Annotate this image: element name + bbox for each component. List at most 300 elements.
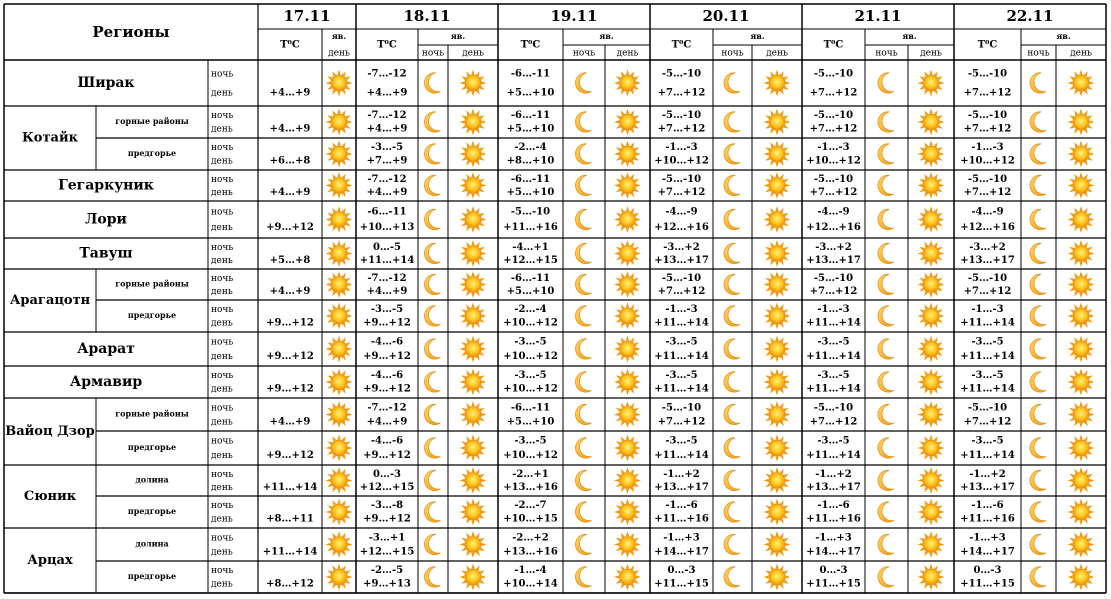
night-label: ночь <box>211 174 234 185</box>
moon-icon <box>575 306 591 326</box>
temp-value: +8…+12 <box>266 578 314 590</box>
night-header: ночь <box>421 48 445 59</box>
temp-night-value: -5…-10 <box>661 173 702 185</box>
sun-icon <box>764 531 791 558</box>
moon-icon <box>878 306 894 326</box>
moon-icon <box>1030 112 1046 132</box>
subregion-label: горные районы <box>115 408 189 419</box>
sun-icon <box>1068 467 1095 494</box>
moon-icon <box>575 274 591 294</box>
day-label: день <box>211 255 233 266</box>
sun-icon <box>326 303 353 330</box>
temp-night-value: -5…-10 <box>661 272 702 284</box>
moon-icon <box>575 438 591 458</box>
temp-night-value: -5…-10 <box>661 110 702 122</box>
temp-day-value: +9…+12 <box>363 513 411 525</box>
moon-icon <box>424 144 440 164</box>
temp-day-value: +7…+12 <box>963 123 1012 135</box>
sun-icon <box>1068 206 1095 233</box>
day-label: день <box>211 482 233 493</box>
sun-icon <box>764 240 791 267</box>
moon-icon <box>424 274 440 294</box>
temp-day-value: +13…+17 <box>654 254 709 266</box>
regions-header: Регионы <box>92 23 170 41</box>
phenomena-header: яв. <box>450 31 466 41</box>
sun-icon <box>1068 499 1095 526</box>
day-header: день <box>920 48 942 59</box>
night-label: ночь <box>211 143 234 154</box>
temp-day-value: +10…+12 <box>654 155 709 167</box>
sun-icon <box>460 336 487 363</box>
temp-night-value: -5…-10 <box>813 272 854 284</box>
temp-day-value: +10…+12 <box>503 317 558 329</box>
temp-night-value: 0…-3 <box>372 468 402 480</box>
temp-night-value: -3…-5 <box>370 142 404 154</box>
night-label: ночь <box>211 207 234 218</box>
temp-day-value: +7…+12 <box>657 416 706 428</box>
temp-day-value: +11…+14 <box>960 449 1015 461</box>
temp-day-value: +13…+16 <box>503 546 558 558</box>
temp-day-value: +7…+12 <box>657 186 706 198</box>
temp-day-value: +7…+12 <box>809 87 858 99</box>
temp-night-value: -1…+2 <box>815 468 852 480</box>
subregion-label: предгорье <box>127 571 177 581</box>
date-header: 18.11 <box>403 7 451 25</box>
sun-icon <box>614 172 641 199</box>
sun-icon <box>614 70 641 97</box>
temp-day-value: +11…+14 <box>654 449 709 461</box>
temp-day-value: +11…+14 <box>806 449 861 461</box>
phenomena-header: яв. <box>750 31 765 41</box>
moon-icon <box>724 112 740 132</box>
sun-icon <box>1068 240 1095 267</box>
temp-day-value: +11…+16 <box>806 513 861 525</box>
temp-night-value: -2…+1 <box>512 468 549 480</box>
temp-night-value: -6…-11 <box>510 173 551 185</box>
sun-icon <box>1068 172 1095 199</box>
sun-icon <box>326 401 353 428</box>
temp-value: +11…+14 <box>262 481 318 493</box>
temp-day-value: +11…+14 <box>960 317 1015 329</box>
night-label: ночь <box>211 111 234 122</box>
temp-day-value: +7…+12 <box>809 416 858 428</box>
temp-night-value: -6…-11 <box>510 110 551 122</box>
temp-day-value: +7…+12 <box>809 186 858 198</box>
temp-day-value: +7…+12 <box>809 285 858 297</box>
temp-value: +4…+9 <box>269 123 311 135</box>
subregion-label: предгорье <box>127 442 177 452</box>
sun-icon <box>1068 435 1095 462</box>
temp-value: +4…+9 <box>269 416 311 428</box>
temp-night-value: -1…-3 <box>971 142 1004 154</box>
temp-day-value: +11…+14 <box>654 350 709 362</box>
temp-day-value: +10…+13 <box>359 222 415 234</box>
temp-night-value: -3…-5 <box>665 336 698 348</box>
temp-night-value: -2…-4 <box>514 142 547 154</box>
sun-icon <box>764 401 791 428</box>
temp-value: +11…+14 <box>262 546 318 558</box>
sun-icon <box>326 70 353 97</box>
sun-icon <box>460 172 487 199</box>
sun-icon <box>614 271 641 298</box>
moon-icon <box>724 372 740 392</box>
region-name: Котайк <box>21 130 79 146</box>
moon-icon <box>1030 567 1046 587</box>
temp-day-value: +4…+9 <box>366 285 408 297</box>
moon-icon <box>724 438 740 458</box>
temp-day-value: +10…+12 <box>503 350 558 362</box>
moon-icon <box>878 144 894 164</box>
temp-night-value: 0…-3 <box>819 565 848 577</box>
sun-icon <box>460 141 487 168</box>
moon-icon <box>424 175 440 195</box>
night-label: ночь <box>211 69 234 80</box>
temp-value: +6…+8 <box>269 155 311 167</box>
sun-icon <box>918 467 945 494</box>
temp-day-value: +9…+12 <box>363 383 411 395</box>
temp-day-value: +11…+16 <box>654 513 709 525</box>
temp-night-value: -5…-10 <box>967 402 1008 414</box>
temp-night-value: -3…+2 <box>815 241 852 253</box>
temp-day-value: +7…+12 <box>657 285 706 297</box>
temp-night-value: -3…-5 <box>370 304 404 316</box>
temp-night-value: -5…-10 <box>967 110 1008 122</box>
sun-icon <box>918 206 945 233</box>
temp-day-value: +13…+17 <box>654 481 709 493</box>
night-label: ночь <box>211 436 234 447</box>
moon-icon <box>724 175 740 195</box>
night-label: ночь <box>211 273 234 284</box>
temp-header: T⁰C <box>671 39 692 51</box>
sun-icon <box>614 141 641 168</box>
day-label: день <box>211 547 233 558</box>
temp-night-value: -4…+1 <box>512 241 549 253</box>
sun-icon <box>460 369 487 396</box>
sun-icon <box>460 206 487 233</box>
temp-day-value: +7…+12 <box>657 87 706 99</box>
temp-night-value: -1…-3 <box>817 142 850 154</box>
moon-icon <box>424 438 440 458</box>
temp-night-value: -2…-7 <box>514 500 547 512</box>
temp-day-value: +11…+15 <box>654 578 709 590</box>
temp-night-value: -3…-5 <box>514 370 547 382</box>
moon-icon <box>878 175 894 195</box>
temp-night-value: -3…+1 <box>368 532 406 544</box>
temp-night-value: -6…-11 <box>510 402 551 414</box>
temp-day-value: +12…+16 <box>654 222 709 234</box>
sun-icon <box>918 240 945 267</box>
temp-day-value: +7…+9 <box>366 155 408 167</box>
day-header: день <box>616 48 639 59</box>
temp-night-value: -5…-10 <box>967 272 1008 284</box>
temp-day-value: +10…+12 <box>806 155 861 167</box>
moon-icon <box>878 404 894 424</box>
temp-day-value: +12…+16 <box>806 222 861 234</box>
temp-day-value: +11…+14 <box>960 383 1015 395</box>
moon-icon <box>424 73 440 93</box>
temp-day-value: +11…+14 <box>654 383 709 395</box>
sun-icon <box>326 531 353 558</box>
temp-day-value: +7…+12 <box>657 123 706 135</box>
temp-night-value: -3…-5 <box>514 336 547 348</box>
sun-icon <box>918 336 945 363</box>
sun-icon <box>460 303 487 330</box>
moon-icon <box>424 404 440 424</box>
moon-icon <box>1030 274 1046 294</box>
sun-icon <box>1068 564 1095 591</box>
temp-day-value: +7…+12 <box>963 416 1012 428</box>
temp-night-value: -3…-5 <box>817 336 850 348</box>
moon-icon <box>575 470 591 490</box>
sun-icon <box>614 240 641 267</box>
sun-icon <box>764 303 791 330</box>
sun-icon <box>326 240 353 267</box>
night-label: ночь <box>211 242 234 253</box>
sun-icon <box>764 109 791 136</box>
temp-value: +4…+9 <box>269 186 311 198</box>
sun-icon <box>326 499 353 526</box>
sun-icon <box>764 271 791 298</box>
temp-value: +4…+9 <box>269 285 311 297</box>
temp-day-value: +14…+17 <box>654 546 709 558</box>
night-header: ночь <box>721 48 744 59</box>
sun-icon <box>614 303 641 330</box>
moon-icon <box>424 502 440 522</box>
moon-icon <box>1030 306 1046 326</box>
sun-icon <box>1068 303 1095 330</box>
moon-icon <box>1030 144 1046 164</box>
moon-icon <box>1030 73 1046 93</box>
day-label: день <box>211 579 233 590</box>
subregion-label: долина <box>135 474 169 485</box>
region-name: Вайоц Дзор <box>5 424 95 439</box>
temp-night-value: -5…-10 <box>510 206 551 218</box>
date-header: 20.11 <box>702 7 750 25</box>
temp-day-value: +11…+14 <box>654 317 709 329</box>
sun-icon <box>460 435 487 462</box>
temp-value: +5…+8 <box>269 254 311 266</box>
sun-icon <box>918 141 945 168</box>
moon-icon <box>1030 339 1046 359</box>
sun-icon <box>918 271 945 298</box>
subregion-label: предгорье <box>127 148 177 158</box>
moon-icon <box>724 73 740 93</box>
temp-value: +9…+12 <box>266 383 314 395</box>
moon-icon <box>575 502 591 522</box>
sun-icon <box>614 336 641 363</box>
temp-night-value: -3…-5 <box>971 435 1004 447</box>
subregion-label: горные районы <box>115 278 189 289</box>
day-label: день <box>211 124 233 135</box>
night-label: ночь <box>211 501 234 512</box>
day-header: день <box>1070 48 1092 59</box>
temp-night-value: -2…-5 <box>370 565 404 577</box>
temp-night-value: -1…+3 <box>815 532 852 544</box>
temp-night-value: -5…-10 <box>661 68 702 80</box>
sun-icon <box>326 435 353 462</box>
temp-night-value: -5…-10 <box>661 402 702 414</box>
sun-icon <box>614 564 641 591</box>
sun-icon <box>764 141 791 168</box>
sun-icon <box>326 141 353 168</box>
temp-day-value: +11…+16 <box>503 222 558 234</box>
region-name: Ширак <box>77 75 135 91</box>
temp-value: +9…+12 <box>266 317 314 329</box>
day-label: день <box>211 286 233 297</box>
sun-icon <box>460 401 487 428</box>
temp-night-value: -3…+2 <box>969 241 1006 253</box>
moon-icon <box>878 502 894 522</box>
temp-day-value: +4…+9 <box>366 416 408 428</box>
sun-icon <box>1068 531 1095 558</box>
temp-night-value: -6…-11 <box>510 68 551 80</box>
moon-icon <box>575 144 591 164</box>
temp-value: +9…+12 <box>266 350 314 362</box>
sun-icon <box>614 109 641 136</box>
sun-icon <box>460 109 487 136</box>
day-label: день <box>211 318 233 329</box>
sun-icon <box>764 369 791 396</box>
temp-night-value: -1…-3 <box>971 304 1004 316</box>
day-label: день <box>211 384 233 395</box>
moon-icon <box>575 112 591 132</box>
sun-icon <box>460 499 487 526</box>
temp-night-value: -4…-6 <box>370 370 404 382</box>
sun-icon <box>1068 70 1095 97</box>
sun-icon <box>614 206 641 233</box>
sun-icon <box>326 206 353 233</box>
region-name: Арарат <box>77 341 135 357</box>
temp-night-value: -3…-5 <box>817 370 850 382</box>
night-label: ночь <box>211 371 234 382</box>
region-name: Тавуш <box>79 245 133 262</box>
day-label: день <box>211 514 233 525</box>
temp-night-value: -6…-11 <box>510 272 551 284</box>
moon-icon <box>424 534 440 554</box>
night-header: ночь <box>572 48 596 59</box>
sun-icon <box>918 499 945 526</box>
temp-night-value: -1…-3 <box>665 142 698 154</box>
moon-icon <box>1030 438 1046 458</box>
sun-icon <box>614 435 641 462</box>
temp-night-value: -1…-6 <box>817 500 850 512</box>
sun-icon <box>460 467 487 494</box>
temp-day-value: +8…+10 <box>506 155 555 167</box>
temp-night-value: -1…-3 <box>665 304 698 316</box>
sun-icon <box>1068 401 1095 428</box>
temp-night-value: -7…-12 <box>367 402 407 414</box>
temp-day-value: +4…+9 <box>366 186 408 198</box>
temp-day-value: +13…+17 <box>806 481 861 493</box>
temp-day-value: +11…+14 <box>806 383 861 395</box>
temp-day-value: +4…+9 <box>366 87 408 99</box>
temp-night-value: -2…+2 <box>512 532 549 544</box>
moon-icon <box>724 209 740 229</box>
temp-night-value: -3…-8 <box>370 500 404 512</box>
temp-day-value: +10…+12 <box>503 449 558 461</box>
temp-day-value: +7…+12 <box>963 186 1012 198</box>
temp-header: T⁰C <box>823 39 844 51</box>
day-label: день <box>211 450 233 461</box>
sun-icon <box>1068 369 1095 396</box>
moon-icon <box>1030 243 1046 263</box>
sun-icon <box>460 564 487 591</box>
sun-icon <box>614 467 641 494</box>
moon-icon <box>424 306 440 326</box>
temp-night-value: -5…-10 <box>967 68 1008 80</box>
phenomena-header: яв. <box>902 31 917 41</box>
temp-night-value: -1…+3 <box>969 532 1006 544</box>
moon-icon <box>878 243 894 263</box>
temp-day-value: +7…+12 <box>963 285 1012 297</box>
temp-night-value: -1…-6 <box>971 500 1004 512</box>
day-label: день <box>211 187 233 198</box>
temp-night-value: -1…+2 <box>663 468 700 480</box>
night-label: ночь <box>211 305 234 316</box>
temp-night-value: -4…-6 <box>370 435 404 447</box>
moon-icon <box>724 274 740 294</box>
temp-day-value: +9…+12 <box>363 449 411 461</box>
moon-icon <box>724 243 740 263</box>
temp-day-value: +5…+10 <box>506 186 555 198</box>
temp-night-value: -4…-6 <box>370 336 404 348</box>
sun-icon <box>326 467 353 494</box>
temp-value: +9…+12 <box>266 449 314 461</box>
temp-day-value: +13…+17 <box>960 481 1015 493</box>
moon-icon <box>878 274 894 294</box>
date-header: 17.11 <box>283 7 331 25</box>
moon-icon <box>575 175 591 195</box>
day-label: день <box>211 351 233 362</box>
moon-icon <box>575 243 591 263</box>
region-name: Армавир <box>69 374 143 390</box>
sun-icon <box>326 564 353 591</box>
temp-day-value: +11…+15 <box>960 578 1015 590</box>
temp-night-value: -3…-5 <box>971 370 1004 382</box>
sun-icon <box>614 531 641 558</box>
night-header: ночь <box>1027 48 1050 59</box>
night-label: ночь <box>211 469 234 480</box>
moon-icon <box>424 243 440 263</box>
night-label: ночь <box>211 533 234 544</box>
sun-icon <box>460 531 487 558</box>
temp-night-value: -2…-4 <box>514 304 547 316</box>
temp-day-value: +9…+12 <box>363 350 411 362</box>
sun-icon <box>326 336 353 363</box>
day-label: день <box>211 223 233 234</box>
moon-icon <box>1030 404 1046 424</box>
sun-icon <box>764 70 791 97</box>
temp-day-value: +11…+16 <box>960 513 1015 525</box>
temp-header: T⁰C <box>280 39 300 51</box>
temp-night-value: -7…-12 <box>367 68 407 80</box>
date-header: 21.11 <box>854 7 902 25</box>
sun-icon <box>918 172 945 199</box>
temp-night-value: -1…-6 <box>665 500 698 512</box>
day-header: день <box>328 48 350 59</box>
temp-value: +4…+9 <box>269 87 311 99</box>
temp-day-value: +10…+14 <box>503 578 558 590</box>
temp-night-value: -1…+2 <box>969 468 1006 480</box>
temp-night-value: -3…-5 <box>817 435 850 447</box>
temp-day-value: +7…+12 <box>809 123 858 135</box>
temp-value: +9…+12 <box>266 222 314 234</box>
moon-icon <box>424 470 440 490</box>
moon-icon <box>575 534 591 554</box>
moon-icon <box>724 534 740 554</box>
sun-icon <box>326 172 353 199</box>
temp-day-value: +5…+10 <box>506 416 555 428</box>
